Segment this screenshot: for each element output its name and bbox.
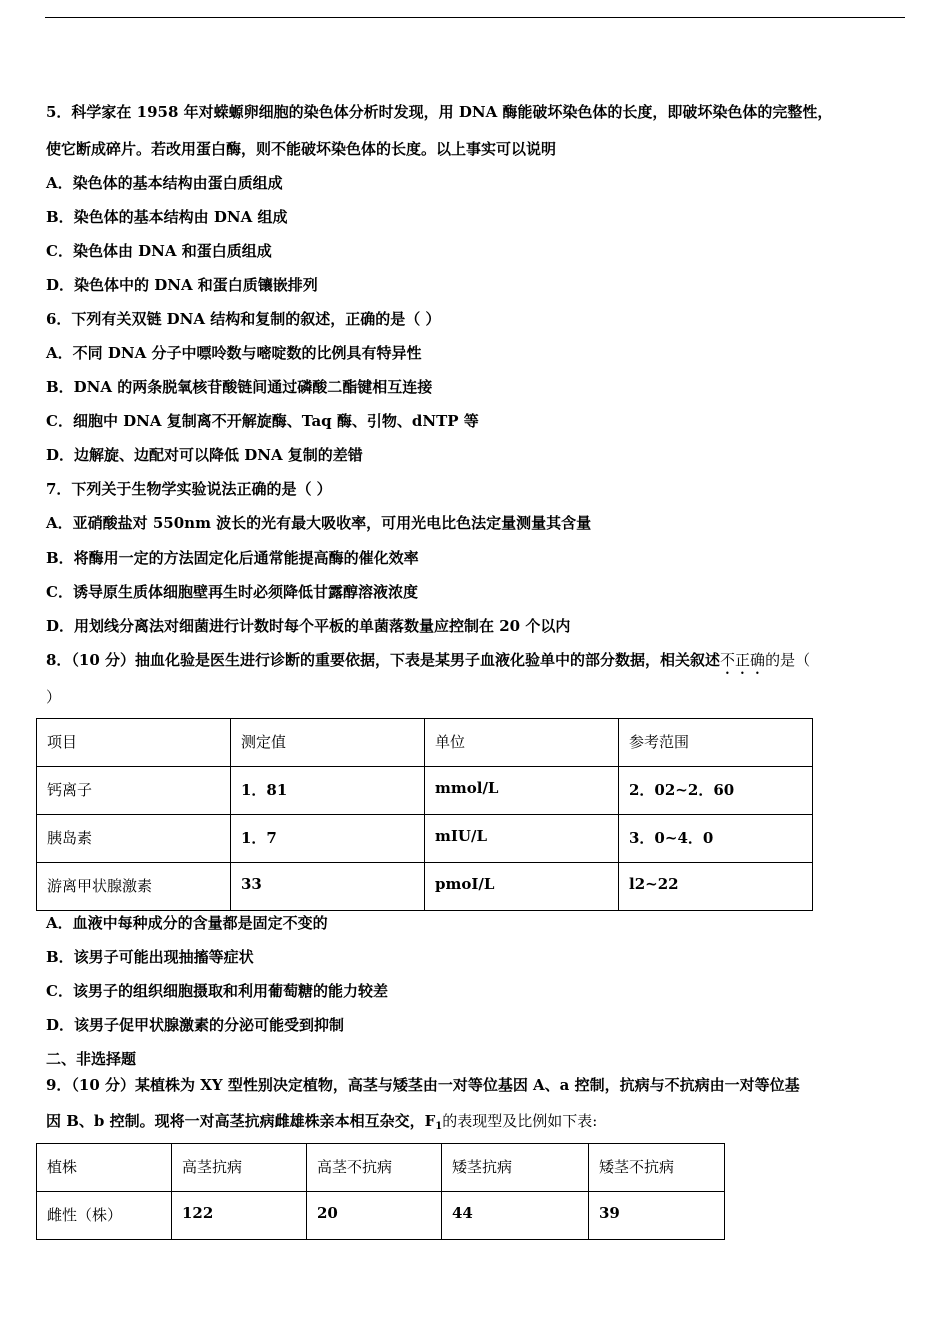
table-header-cell: 矮茎抗病 [442,1144,589,1192]
table-cell: mmol/L [425,767,619,815]
table-row [37,863,813,911]
table-row [37,815,813,863]
table-header-row [37,1144,725,1192]
q5-stem-line1: 5．科学家在 1958 年对蝾螈卵细胞的染色体分析时发现，用 DNA 酶能破坏染色体的长度，即破坏染色体的完整性， [46,103,833,121]
q9-stem-line1: 9．（10 分）某植株为 XY 型性别决定植物，高茎与矮茎由一对等位基因 A、a 控制，抗病与不抗病由一对等位基 [46,1076,800,1094]
table-cell: 游离甲状腺激素 [37,863,231,911]
table-cell: 雌性（株） [37,1192,172,1240]
q8-stem-main: 8．（10 分）抽血化验是医生进行诊断的重要依据，下表是某男子血液化验单中的部分数据，相关叙述 [46,651,721,669]
q9-stem-subscript: 1 [435,1121,443,1132]
table-header-cell: 高茎抗病 [172,1144,307,1192]
table-cell: 胰岛素 [37,815,231,863]
table-cell: 3．0~4．0 [619,815,813,863]
q7-option-b: B．将酶用一定的方法固定化后通常能提高酶的催化效率 [46,549,419,567]
q5-option-a: A．染色体的基本结构由蛋白质组成 [46,174,283,192]
q8-stem-close: ） [46,688,62,706]
q8-option-a: A．血液中每种成分的含量都是固定不变的 [46,914,328,932]
q7-stem: 7．下列关于生物学实验说法正确的是（ ） [46,480,332,498]
table-header-cell: 矮茎不抗病 [589,1144,725,1192]
table-header-cell: 测定值 [231,719,425,767]
q7-option-d: D．用划线分离法对细菌进行计数时每个平板的单菌落数量应控制在 20 个以内 [46,617,571,635]
q5-stem-line2: 使它断成碎片。若改用蛋白酶，则不能破坏染色体的长度。以上事实可以说明 [46,140,557,158]
q8-stem [46,650,810,678]
q6-option-d: D．边解旋、边配对可以降低 DNA 复制的差错 [46,446,363,464]
q8-option-b: B．该男子可能出现抽搐等症状 [46,948,254,966]
q9-stem-line2 [46,1111,597,1137]
table-cell: 44 [442,1192,589,1240]
table-cell: l2~22 [619,863,813,911]
q7-option-c: C．诱导原生质体细胞壁再生时必须降低甘露醇溶液浓度 [46,583,418,601]
q6-option-a: A．不同 DNA 分子中嘌呤数与嘧啶数的比例具有特异性 [46,344,422,362]
table-cell: 39 [589,1192,725,1240]
table-header-cell: 单位 [425,719,619,767]
section-title: 二、非选择题 [46,1050,137,1068]
table-header-cell: 植株 [37,1144,172,1192]
q8-stem-emphasis: 不正确 [720,651,766,669]
table-row [37,1192,725,1240]
q6-option-b: B．DNA 的两条脱氧核苷酸链间通过磷酸二酯键相互连接 [46,378,433,396]
header-rule [45,17,905,18]
blood-test-table [36,718,813,911]
q6-option-c: C．细胞中 DNA 复制离不开解旋酶、Taq 酶、引物、dNTP 等 [46,412,479,430]
q7-option-a: A．亚硝酸盐对 550nm 波长的光有最大吸收率，可用光电比色法定量测量其含量 [46,514,592,532]
q9-stem-line2-tail: 的表现型及比例如下表: [442,1112,598,1130]
table-header-cell: 参考范围 [619,719,813,767]
table-cell: 钙离子 [37,767,231,815]
table-cell: 20 [307,1192,442,1240]
q8-stem-tail: 的是（ [765,651,811,669]
table-cell: 1．7 [231,815,425,863]
q8-option-c: C．该男子的组织细胞摄取和利用葡萄糖的能力较差 [46,982,388,1000]
q9-stem-line2-main: 因 B、b 控制。现将一对高茎抗病雌雄株亲本相互杂交，F [46,1112,436,1130]
phenotype-table [36,1143,725,1240]
q8-option-d: D．该男子促甲状腺激素的分泌可能受到抑制 [46,1016,345,1034]
table-cell: 2．02~2．60 [619,767,813,815]
q5-option-c: C．染色体由 DNA 和蛋白质组成 [46,242,272,260]
q5-option-b: B．染色体的基本结构由 DNA 组成 [46,208,288,226]
table-header-cell: 项目 [37,719,231,767]
table-cell: pmoI/L [425,863,619,911]
table-cell: mIU/L [425,815,619,863]
table-cell: 122 [172,1192,307,1240]
table-header-row [37,719,813,767]
table-header-cell: 高茎不抗病 [307,1144,442,1192]
table-cell: 1．81 [231,767,425,815]
table-cell: 33 [231,863,425,911]
q6-stem: 6．下列有关双链 DNA 结构和复制的叙述，正确的是（ ） [46,310,441,328]
q5-option-d: D．染色体中的 DNA 和蛋白质镶嵌排列 [46,276,318,294]
table-row [37,767,813,815]
